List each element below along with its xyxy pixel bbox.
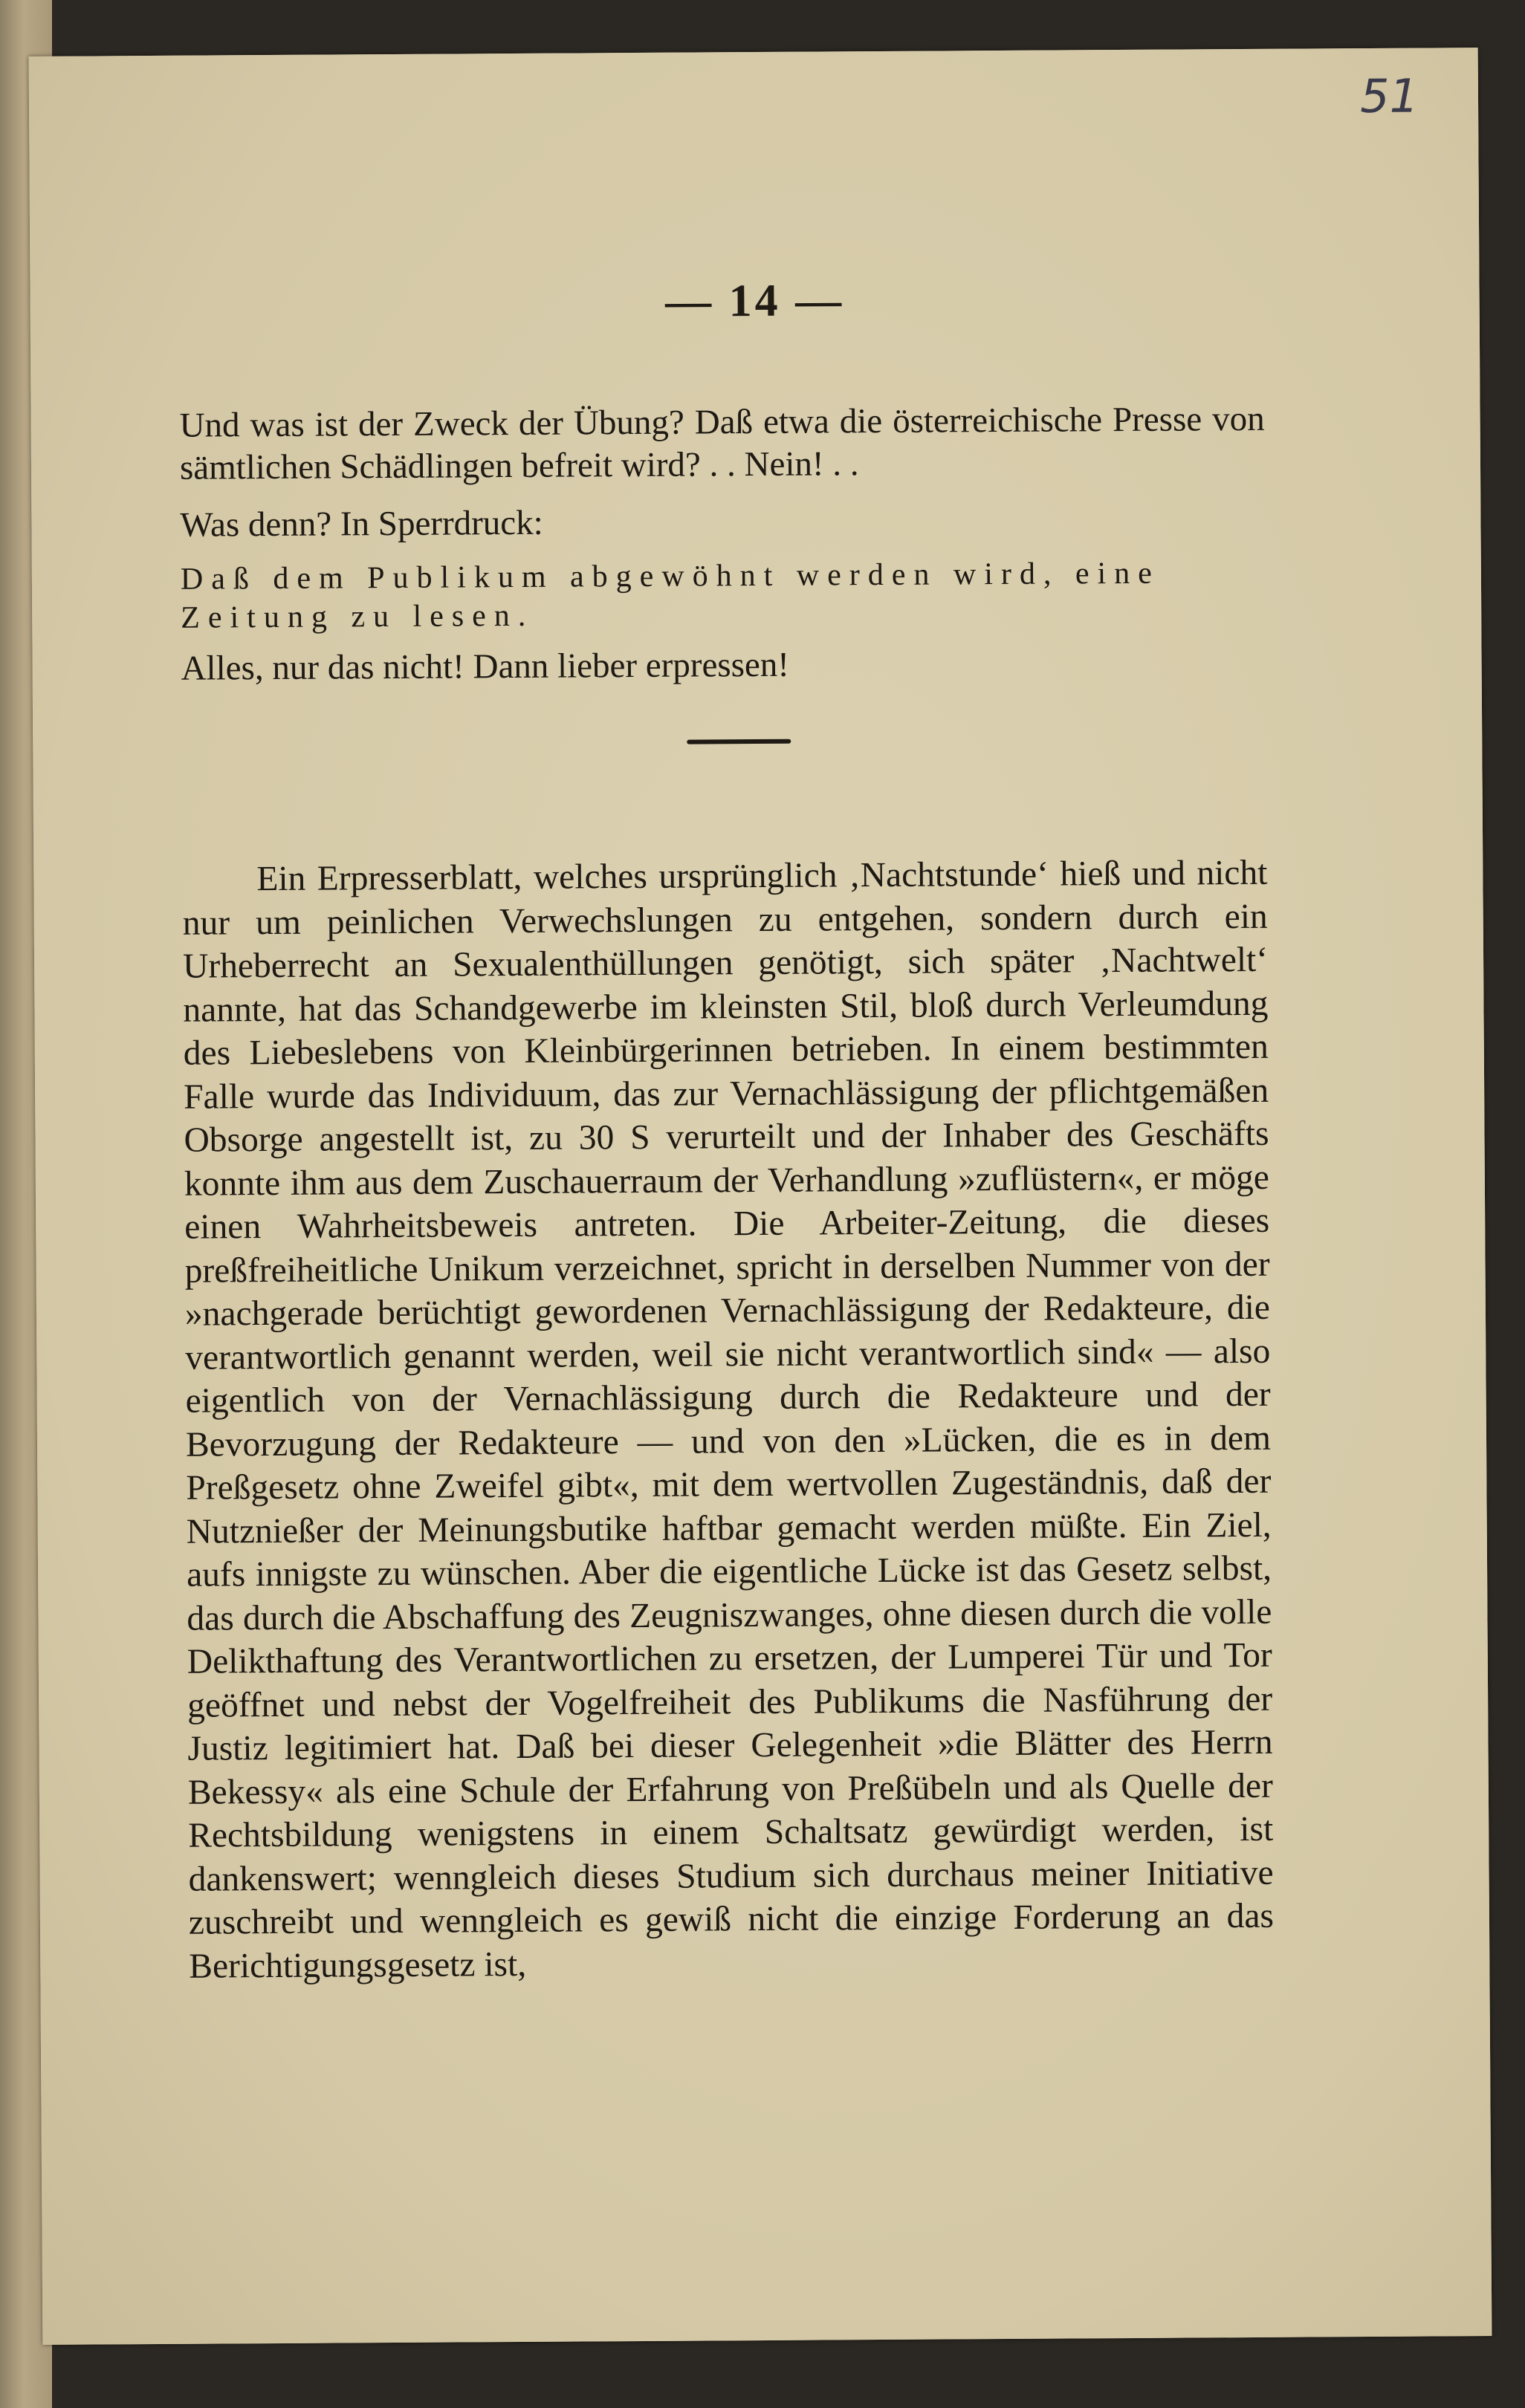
- page-number: — 14 —: [664, 275, 845, 327]
- intro-paragraph-2: Was denn? In Sperrdruck:: [180, 503, 543, 545]
- section-divider: [687, 739, 791, 744]
- intro-paragraph-4: Alles, nur das nicht! Dann lieber erpressen!: [181, 645, 790, 688]
- body-section: [182, 851, 1274, 1988]
- spaced-quote: Daß dem Publikum abgewöhnt werden wird, eine Zeitung zu lesen.: [180, 556, 1161, 635]
- intro-paragraph-1: Und was ist der Zweck der Übung? Daß etwa die österreichische Presse von sämtlichen Schädlingen befreit wird? . . Nein! . .: [179, 399, 1265, 487]
- body-paragraph: Ein Erpresserblatt, welches ursprünglich ‚Nachtstunde‘ hieß und nicht nur um peinlichen Verwechslungen zu entgehen, sondern durch ein Urheberrecht an Sexualenthüllungen genötigt, sich später ‚Nachtwelt‘ nannte, hat das Schandgewerbe im kleinsten Stil, bloß durch Verleumdung des Liebeslebens von Kleinbürgerinnen betrieben. In einem bestimmten Falle wurde das Individuum, das zur Vernachlässigung der pflichtgemäßen Obsorge angestellt ist, zu 30 S verurteilt und der Inhaber des Geschäfts konnte ihm aus dem Zuschauerraum der Verhandlung »zuflüstern«, er möge einen Wahrheitsbeweis antreten. Die Arbeiter-Zeitung, die dieses preßfreiheitliche Unikum verzeichnet, spricht in derselben Nummer von der »nachgerade berüchtigt gewordenen Vernachlässigung der Redakteure, die verantwortlich genannt werden, weil sie nicht verantwortlich sind« — also eigentlich von der Vernachlässigung durch die Redakteure und der Bevorzugung der Redakteure — und von den »Lücken, die es in dem Preßgesetz ohne Zweifel gibt«, mit dem wertvollen Zugeständnis, daß der Nutznießer der Meinungsbutike haftbar gemacht werden müßte. Ein Ziel, aufs innigste zu wünschen. Aber die eigentliche Lücke ist das Gesetz selbst, das durch die Abschaffung des Zeugniszwanges, ohne diesen durch die volle Delikthaftung des Verantwortlichen zu ersetzen, der Lumperei Tür und Tor geöffnet und nebst der Vogelfreiheit des Publikums die Nasführung der Justiz legitimiert hat. Daß bei dieser Gelegenheit »die Blätter des Herrn Bekessy« als eine Schule der Erfahrung von Preßübeln und als Quelle der Rechtsbildung wenigstens in einem Schaltsatz gewürdigt werden, ist dankenswert; wenngleich dieses Studium sich durchaus meiner Initiative zuschreibt und wenngleich es gewiß nicht die einzige Forderung an das Berichtigungsgesetz ist,: [182, 853, 1275, 1986]
- book-page: [29, 48, 1492, 2345]
- intro-section: [179, 398, 1266, 690]
- folio-mark: 51: [1359, 68, 1419, 124]
